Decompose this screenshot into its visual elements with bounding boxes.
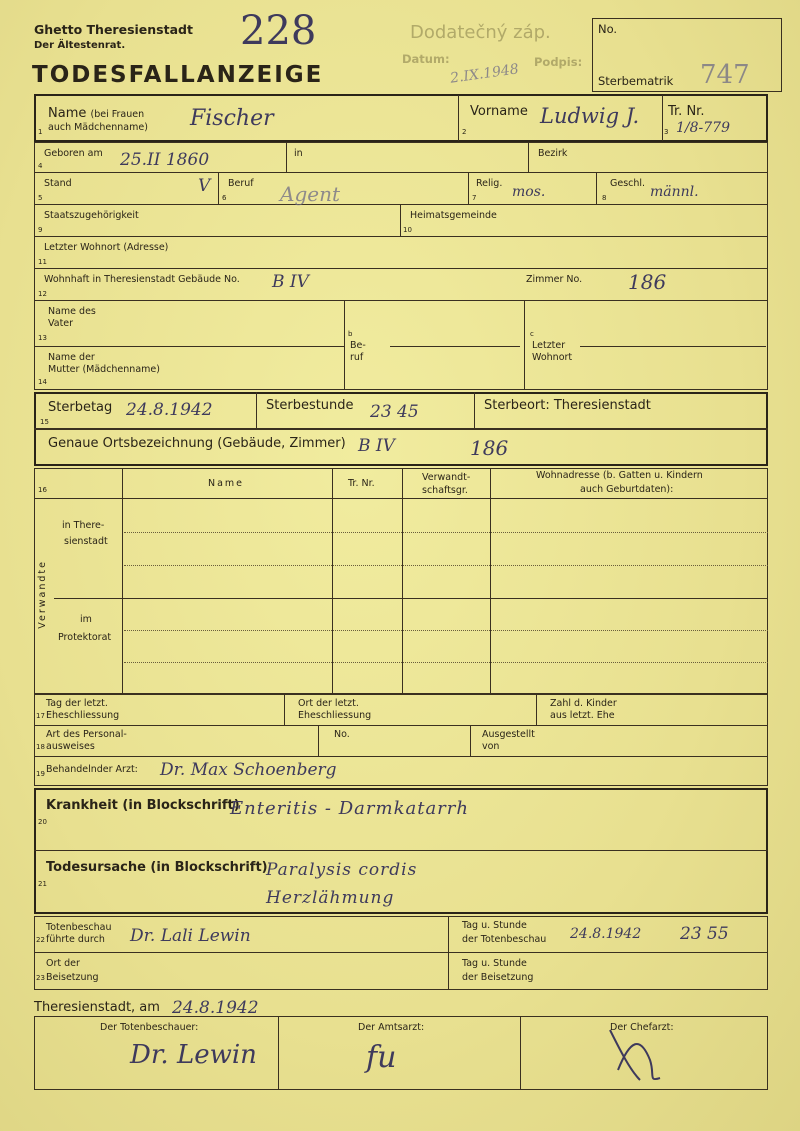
todesursache-label: Todesursache (in Blockschrift): [46, 860, 268, 875]
todesursache-value2: Herzlähmung: [266, 888, 395, 908]
vorname-value: Ludwig J.: [540, 104, 640, 128]
place-date-value: 24.8.1942: [172, 998, 259, 1018]
ortsbezeichnung-room: 186: [470, 436, 509, 460]
tag-ehe-label2: Eheschliessung: [46, 710, 120, 721]
trnr-label: Tr. Nr.: [668, 104, 705, 119]
ort-beisetzung-label2: Beisetzung: [46, 972, 99, 983]
wohnhaft-label: Wohnhaft in Theresienstadt Gebäude No.: [44, 274, 240, 285]
form-paper: Ghetto Theresienstadt Der Ältestenrat. TODESFALLANZEIGE 228 Dodatečný záp. Datum: Podpis: 2.IX.1948 No. Sterbematrik 747 Name (bei Frauen auch Mädchenname) 1 Fischer Vorname 2 Ludwig J. Tr. Nr. 3 1/8-779 Geboren am 4 25.II 1860 in Bezirk Stand 5 V Beruf 6 Agent Relig. 7 mos. Geschl. 8 männl. Staatszugehörigkeit 9 Heimatsgemeinde 10 Letzter Wohnort (Adresse) 11 Wohnhaft in Theresienstadt Gebäude No. 12 B IV Zimmer No. 186 Name des Vater 13 Name der Mutter (Mädchenname) 14 b Be- ruf c Letzter Wohnort Sterbetag 15 24.8.1942 Sterbestunde 23 45 Sterbeort: Theresienstadt Genaue Ortsbezeichnung (Gebäude, Zimmer) B IV 186 16 Name Tr. Nr. Verwandt- schaftsgr. Wohnadresse (b. Gatten u. Kindern auch Geburtdaten): Verwandte in There- sienstadt im Protektorat Tag der letzt. Eheschliessung 17 Ort der letzt. Eheschliessung Zahl d. Kinder aus letzt. Ehe Art des Personal- ausweises 18 No. Ausgestellt von Behandelnder Arzt: 19 Dr. Max Schoenberg Krankheit (in Blockschrift) 20 Enteritis - Darmkatarrh Todesursache (in Blockschrift) 21 Paralysis cordis Herzlähmung Totenbeschau führte durch 22 Dr. Lali Lewin Tag u. Stunde der Totenbeschau 24.8.1942 23 55 Ort der Beisetzung 23 Tag u. Stunde der Beisetzung Theresienstadt, am 24.8.1942 Der Totenbeschauer: Der Amtsarzt: Der Chefarzt: Dr. Lewin fu: [0, 0, 800, 1131]
beruf-parents-label: Be-: [350, 340, 366, 351]
zimmer-label: Zimmer No.: [526, 274, 583, 285]
zimmer-value: 186: [628, 270, 667, 294]
personalausweis-label: Art des Personal-: [46, 729, 127, 740]
geschl-label: Geschl.: [610, 178, 646, 189]
stamp-dodatecny: Dodatečný záp.: [410, 22, 551, 43]
relatives-table: [34, 468, 768, 694]
tag-stunde-totenbeschau-value: 24.8.1942: [570, 926, 642, 942]
ort-ehe-label: Ort der letzt.: [298, 698, 359, 709]
tag-stunde-totenbeschau-time: 23 55: [680, 924, 729, 944]
relig-value: mos.: [512, 184, 546, 200]
todesursache-value1: Paralysis cordis: [266, 860, 418, 880]
ort-beisetzung-label: Ort der: [46, 958, 80, 969]
personal-data-block: [34, 142, 768, 390]
relatives-col-verwandt2: schaftsgr.: [422, 485, 468, 496]
org-council: Der Ältestenrat.: [34, 40, 126, 51]
tag-stunde-totenbeschau-label2: der Totenbeschau: [462, 934, 547, 945]
marriage-id-block: [34, 694, 768, 786]
tag-beisetzung-label2: der Beisetzung: [462, 972, 534, 983]
tag-ehe-label: Tag der letzt.: [46, 698, 108, 709]
totenbeschau-value: Dr. Lali Lewin: [130, 926, 251, 946]
serial-number-handwritten: 228: [240, 8, 317, 54]
signature-totenbeschauer-label: Der Totenbeschauer:: [100, 1022, 199, 1033]
stamp-datum: Datum:: [402, 52, 450, 66]
stamp-date-handwritten: 2.IX.1948: [449, 61, 520, 87]
signature-amtsarzt: fu: [366, 1040, 397, 1075]
stand-value: V: [198, 176, 211, 196]
vater-label2: Vater: [48, 318, 74, 329]
beruf-value: Agent: [280, 182, 340, 206]
tag-stunde-totenbeschau-label: Tag u. Stunde: [462, 920, 527, 931]
bezirk-label: Bezirk: [538, 148, 568, 159]
ausgestellt-label2: von: [482, 741, 500, 752]
relig-label: Relig.: [476, 178, 503, 189]
relatives-col-wohn2: auch Geburtdaten):: [580, 484, 674, 495]
im-label: im: [80, 614, 92, 625]
stand-label: Stand: [44, 178, 72, 189]
sterbeort-label: Sterbeort: Theresienstadt: [484, 398, 651, 413]
in-label: in: [294, 148, 303, 159]
geboren-value: 25.II 1860: [120, 150, 210, 170]
ausgestellt-label: Ausgestellt: [482, 729, 535, 740]
form-title: TODESFALLANZEIGE: [32, 62, 324, 88]
totenbeschau-label: Totenbeschau: [46, 922, 112, 933]
signature-totenbeschauer: Dr. Lewin: [130, 1040, 257, 1070]
relatives-col-verwandt: Verwandt-: [422, 472, 471, 483]
tag-beisetzung-label: Tag u. Stunde: [462, 958, 527, 969]
trnr-value: 1/8-779: [676, 120, 730, 136]
staatszugehoerigkeit-label: Staatszugehörigkeit: [44, 210, 139, 221]
totenbeschau-label2: führte durch: [46, 934, 105, 945]
mutter-label2: Mutter (Mädchenname): [48, 364, 160, 375]
sterbestunde-label: Sterbestunde: [266, 398, 354, 413]
name-value: Fischer: [190, 106, 274, 131]
no-label: No.: [598, 22, 618, 36]
letzter-wohnort-parents-label2: Wohnort: [532, 352, 573, 363]
beruf-label: Beruf: [228, 178, 254, 189]
mutter-label: Name der: [48, 352, 95, 363]
relatives-col-name: Name: [208, 478, 245, 489]
letzter-wohnort-parents-label: Letzter: [532, 340, 566, 351]
org-name: Ghetto Theresienstadt: [34, 22, 193, 37]
signature-chefarzt-mark: [600, 1020, 670, 1090]
vorname-label: Vorname: [470, 104, 528, 119]
personalausweis-label2: ausweises: [46, 741, 95, 752]
in-theresienstadt-label: in There-: [62, 520, 105, 531]
place-date-label: Theresienstadt, am: [34, 1000, 160, 1015]
signature-amtsarzt-label: Der Amtsarzt:: [358, 1022, 425, 1033]
relatives-col-trnr: Tr. Nr.: [348, 478, 375, 489]
name-label: Name (bei Frauen: [48, 106, 145, 121]
relatives-vertical-label: Verwandte: [37, 560, 48, 629]
ausweis-no-label: No.: [334, 729, 350, 740]
in-theresienstadt-label2: sienstadt: [64, 536, 108, 547]
heimatsgemeinde-label: Heimatsgemeinde: [410, 210, 497, 221]
letzter-wohnort-label: Letzter Wohnort (Adresse): [44, 242, 169, 253]
signature-chefarzt-label: Der Chefarzt:: [610, 1022, 674, 1033]
wohnhaft-value: B IV: [272, 272, 309, 292]
ortsbezeichnung-building: B IV: [358, 436, 395, 456]
geschl-value: männl.: [650, 184, 699, 200]
sterbetag-label: Sterbetag: [48, 400, 113, 415]
vater-label: Name des: [48, 306, 96, 317]
sterbematrik-label: Sterbematrik: [598, 74, 674, 88]
name-sublabel: auch Mädchenname): [48, 122, 148, 133]
sterbestunde-value: 23 45: [370, 402, 419, 422]
beruf-parents-label2: ruf: [350, 352, 364, 363]
protektorat-label: Protektorat: [58, 632, 112, 643]
kinder-label2: aus letzt. Ehe: [550, 710, 615, 721]
stamp-podpis: Podpis:: [534, 55, 583, 69]
krankheit-value: Enteritis - Darmkatarrh: [230, 798, 469, 819]
ort-ehe-label2: Eheschliessung: [298, 710, 372, 721]
ortsbezeichnung-label: Genaue Ortsbezeichnung (Gebäude, Zimmer): [48, 436, 346, 451]
arzt-value: Dr. Max Schoenberg: [160, 760, 337, 780]
geboren-label: Geboren am: [44, 148, 103, 159]
kinder-label: Zahl d. Kinder: [550, 698, 617, 709]
relatives-col-wohn: Wohnadresse (b. Gatten u. Kindern: [536, 470, 703, 481]
sterbetag-value: 24.8.1942: [126, 400, 213, 420]
arzt-label: Behandelnder Arzt:: [46, 764, 138, 775]
matrik-number-handwritten: 747: [700, 60, 750, 90]
krankheit-label: Krankheit (in Blockschrift): [46, 798, 240, 813]
